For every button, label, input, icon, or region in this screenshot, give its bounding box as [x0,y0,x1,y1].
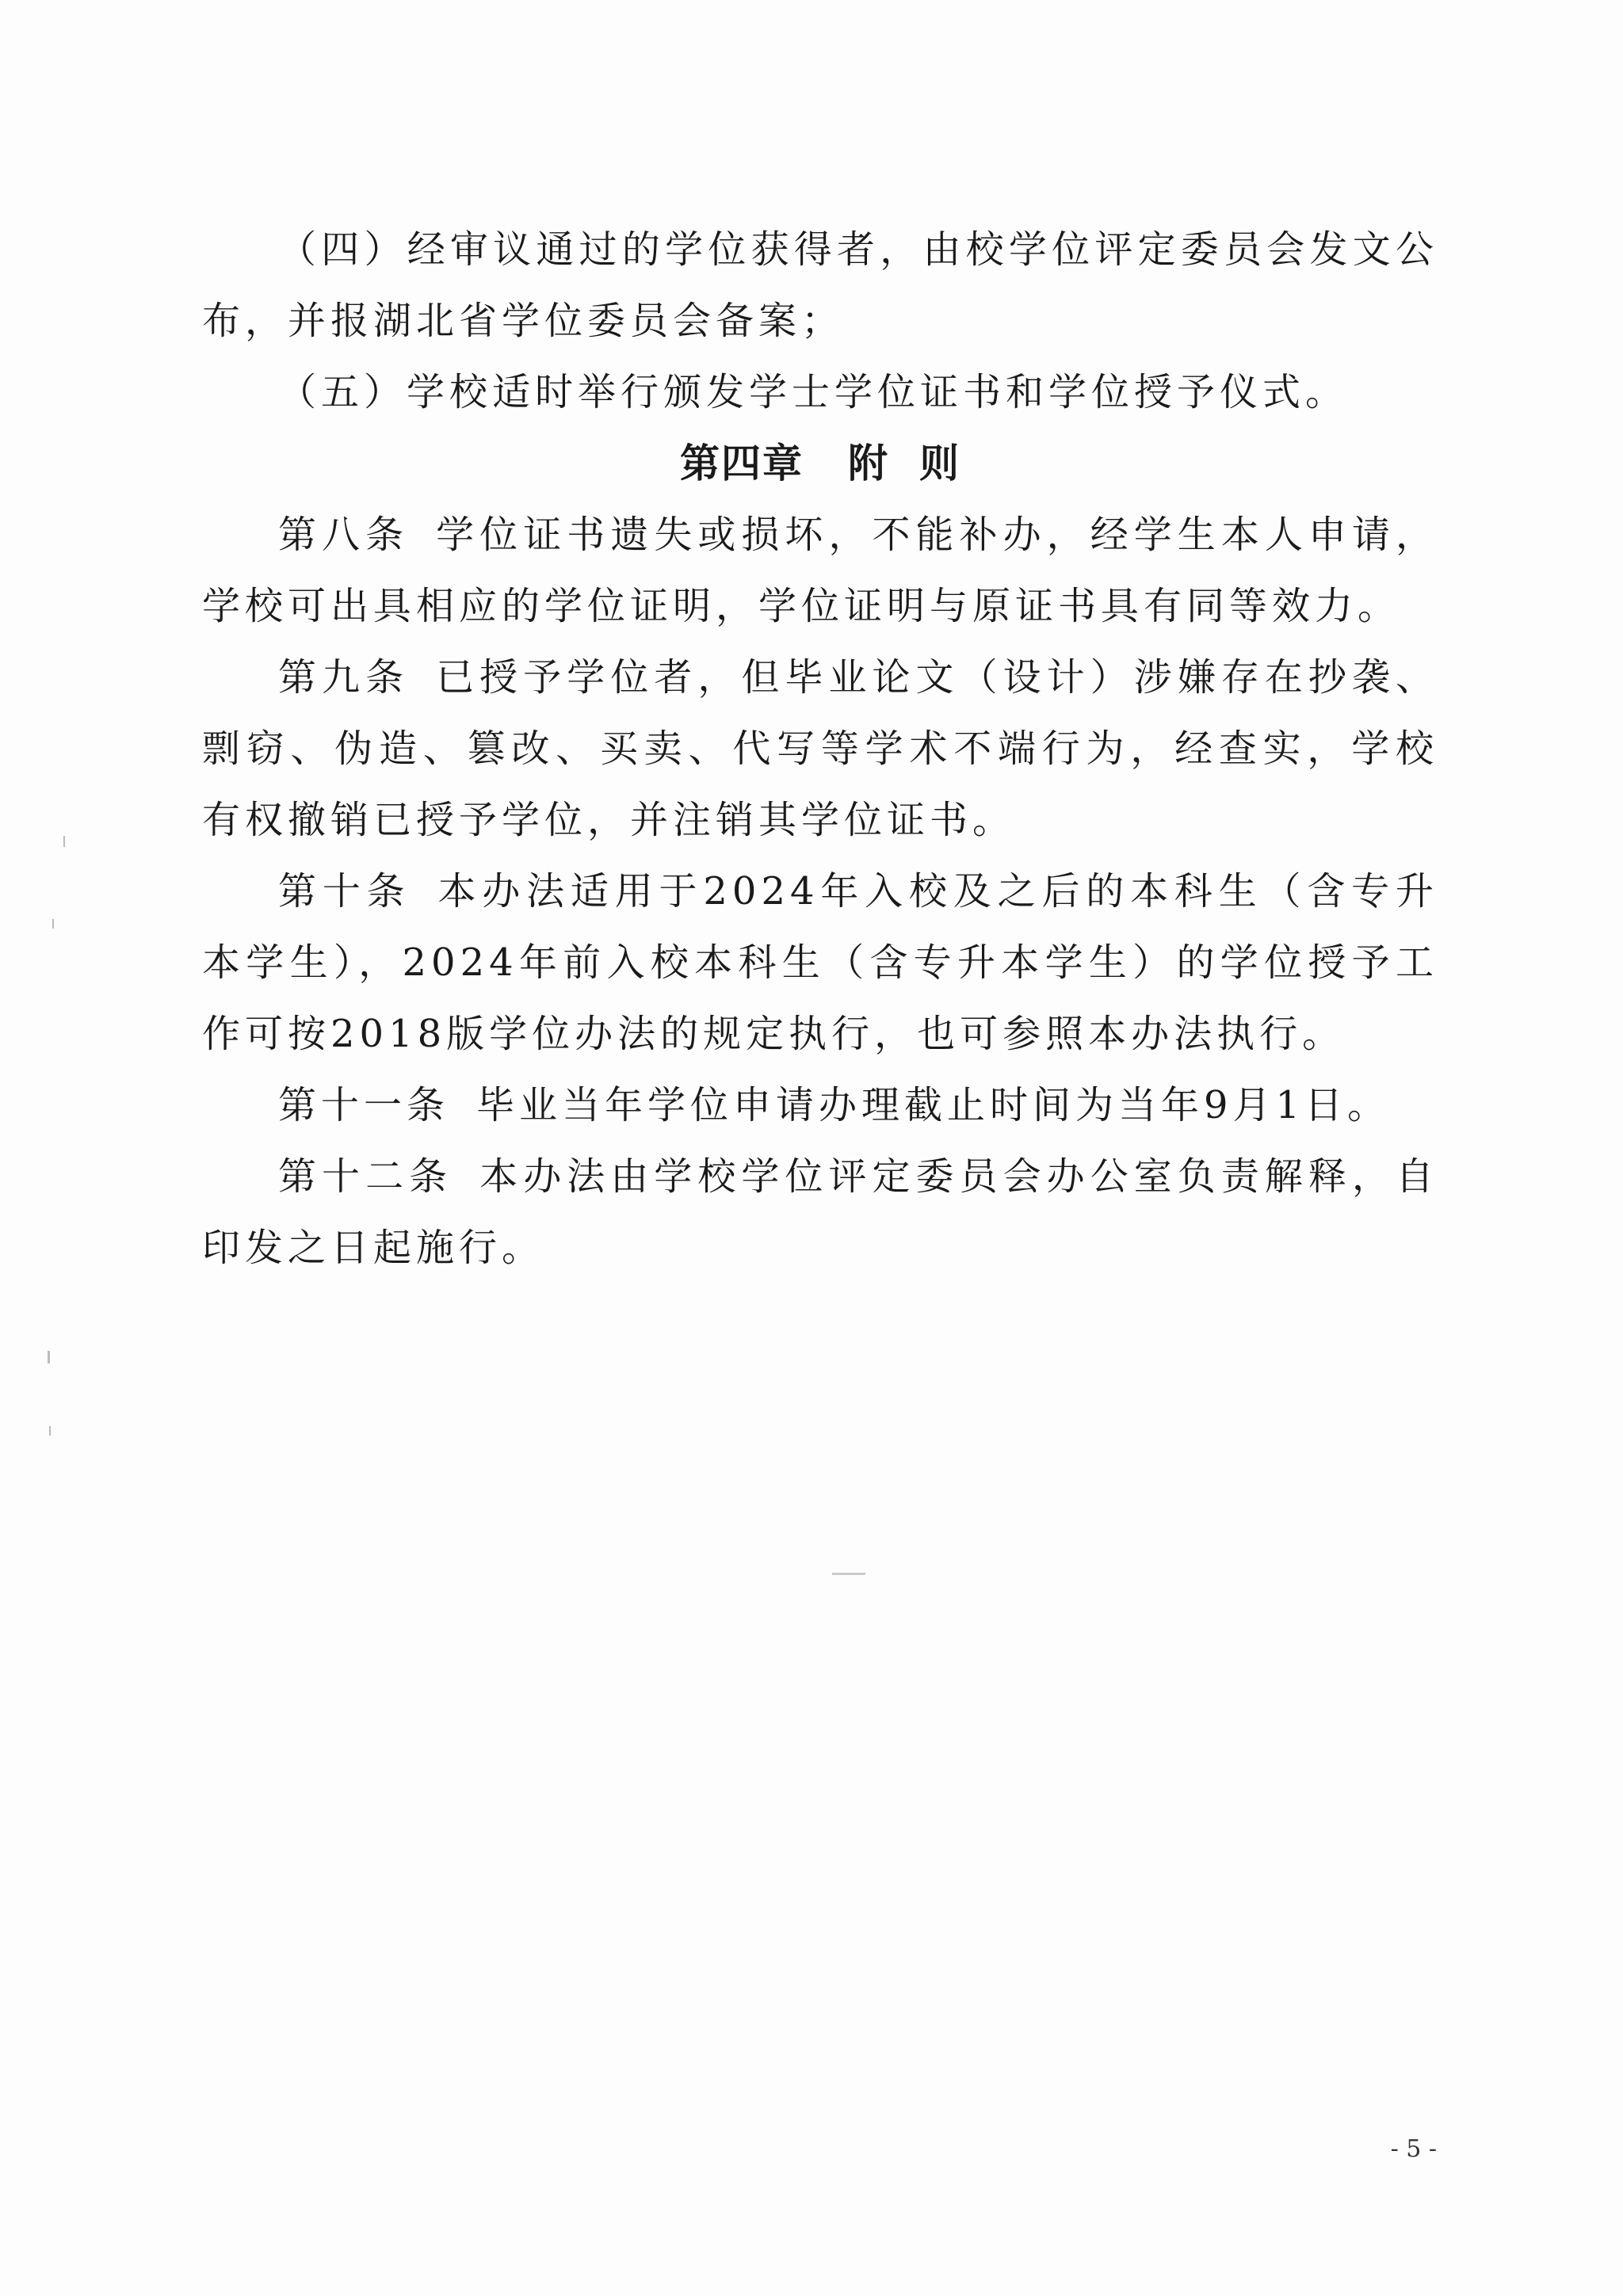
article-text: 本办法由学校学位评定委员会办公室负责解释，自印发之日起施行。 [202,1154,1438,1270]
scan-speck [63,836,65,847]
article-text: 学位证书遗失或损坏，不能补办，经学生本人申请，学校可出具相应的学位证明，学位证明与原证书具有同等效力。 [202,513,1438,628]
article-9 [202,642,1438,856]
article-11 [202,1070,1438,1141]
scan-speck [832,1573,865,1575]
chapter-number: 第四章 [680,441,804,486]
article-number: 第十二条 [278,1154,453,1199]
article-text: 本办法适用于2024年入校及之后的本科生（含专升本学生），2024年前入校本科生（含专升本学生）的学位授予工作可按2018版学位办法的规定执行，也可参照本办法执行。 [202,869,1438,1056]
paragraph-item-4: （四）经审议通过的学位获得者，由校学位评定委员会发文公布，并报湖北省学位委员会备案； [202,227,1438,343]
paragraph-item-5: （五）学校适时举行颁发学士学位证书和学位授予仪式。 [278,370,1349,414]
article-8 [202,499,1438,642]
chapter-title [202,428,1438,499]
scan-speck [49,1426,51,1436]
article-number: 第八条 [278,513,410,557]
article-number: 第十一条 [278,1083,450,1127]
article-number: 第九条 [278,655,410,700]
chapter-name-char-2: 则 [919,441,960,486]
scan-speck [48,1351,50,1363]
article-text: 已授予学位者，但毕业论文（设计）涉嫌存在抄袭、剽窃、伪造、篡改、买卖、代写等学术不端行为，经查实，学校有权撤销已授予学位，并注销其学位证书。 [202,655,1438,842]
document-body [202,214,1438,1283]
article-10 [202,856,1438,1070]
scan-speck [52,919,54,929]
article-text: 毕业当年学位申请办理截止时间为当年9月1日。 [476,1083,1391,1127]
article-number: 第十条 [278,869,411,913]
article-12 [202,1141,1438,1283]
chapter-name-char-1: 附 [848,441,889,486]
page-number: - 5 - [1390,2135,1437,2163]
